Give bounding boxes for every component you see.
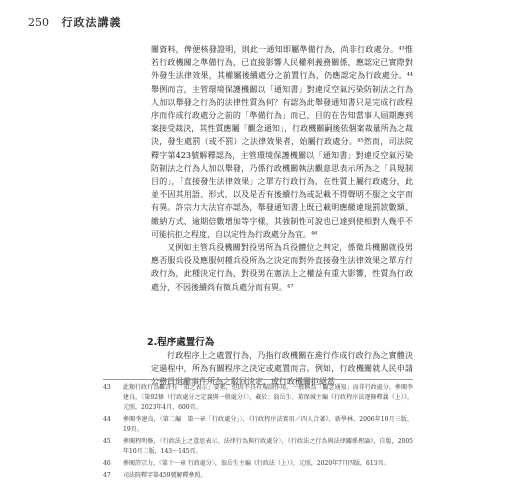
section-heading: 2.程序處置行為 — [147, 337, 215, 348]
paragraph: 又例如主管兵役機關對役男所為兵役體位之判定，係徵兵機關就役男應否服兵役及應服何種兵役所為之決定而對外直接發生法律效果之單方行政行為，此種決定行為，對役男在憲法上之權益有重大影響，性質為行政處分，不因後續尚有徵兵處分而有異。⁴⁷ — [151, 243, 413, 292]
footnote-text: 參閱程明修，〈行政法上之意思表示、法律行為與行政處分〉，《行政法之行為與法律關係理論》，自版，2005年10月二版，143～145頁。 — [123, 438, 413, 455]
footnotes — [103, 383, 413, 483]
footnote — [103, 437, 413, 457]
footnote-number: 46 — [103, 460, 111, 467]
footnote-number: 44 — [103, 416, 111, 423]
page-header — [28, 14, 122, 30]
page-number: 250 — [28, 16, 49, 29]
footnote — [103, 383, 413, 413]
footnote-number: 45 — [103, 438, 111, 445]
footnote-text: 此類行政行為雖含有「知之表示」要素，但因不具有規制作用，一般稱為「觀念通知」而非行政處分。參閱李建良，〈第92條（行政處分之定義與一般處分）〉，載於：翁岳生、董保城主編《行政程序法逐條釋義（上）》，元照，2023年4月，600頁。 — [123, 384, 413, 411]
paragraph: 行政程序上之處置行為，乃指行政機關在進行作成行政行為之實體決定過程中，所為有關程序之決定或處置而言。例如，行政機關就人民申請公務員退離事件所為之駁回決定，或行政機關拒絕當 — [151, 351, 413, 387]
footnote-text: 司法院釋字第459號解釋參照。 — [123, 472, 207, 479]
footnote-number: 47 — [103, 472, 111, 479]
book-title: 行政法講義 — [61, 16, 122, 29]
footnote — [103, 459, 413, 469]
footnote-text: 參閱許宗力，〈第十一章 行政處分〉，翁岳生主編《行政法（上）》，元照，2020年7月四版，613頁。 — [123, 460, 390, 467]
footnote-number: 43 — [103, 384, 111, 391]
paragraph: 關資料，俾便核發證明，則此一通知即屬準備行為，尚非行政處分。⁴³惟若行政機關之準備行為，已直接影響人民權利義務關係，應認定已實際對外發生法律效果，其權屬後續處分之前置行為，仍應認定為行政處分。⁴⁴舉例而言，主管環境保護機關以「通知書」對違反空氣污染防制法之行為人加以舉發之行為的法律性質為何？有認為此舉發通知書只是完成行政程序而作成行政處分之前的「準備行為」而已，目的在告知當事人屆期應到案接受裁決，其性質應屬「觀念通知」，行政機關嗣後依個案裁量所為之裁決，發生處罰（或不罰）之法律效果者，始屬行政處分。⁴⁵然而，司法院釋字第423號解釋認為，主管環境保護機關以「通知書」對違反空氣污染防制法之行為人加以舉發，乃係行政機關執法觀意思表示所為之「具規制目的」，「直接發生法律效果」之單方行政行為，在性質上屬行政處分，此並不因其用語、形式，以及是否有後續行為或記載不得聲明不服之文字而有異。許宗力大法官亦認為，舉發通知書上既已載明應繳違規罰款數額、繳納方式、逾期倍數增加等字樣，其強制性可說也已達到使相對人幾乎不可能抗拒之程度，自以定性為行政處分為宜。⁴⁶ — [151, 45, 413, 239]
footnote-text: 參閱李建良，〈第二編 第一章「行政處分」〉，《行政程序法實用／四人合著》，新學林，2006年10月三版，19頁。 — [123, 416, 413, 433]
footnote-divider — [103, 379, 413, 380]
body-text — [151, 43, 413, 294]
footnote — [103, 471, 413, 481]
footnote — [103, 415, 413, 435]
